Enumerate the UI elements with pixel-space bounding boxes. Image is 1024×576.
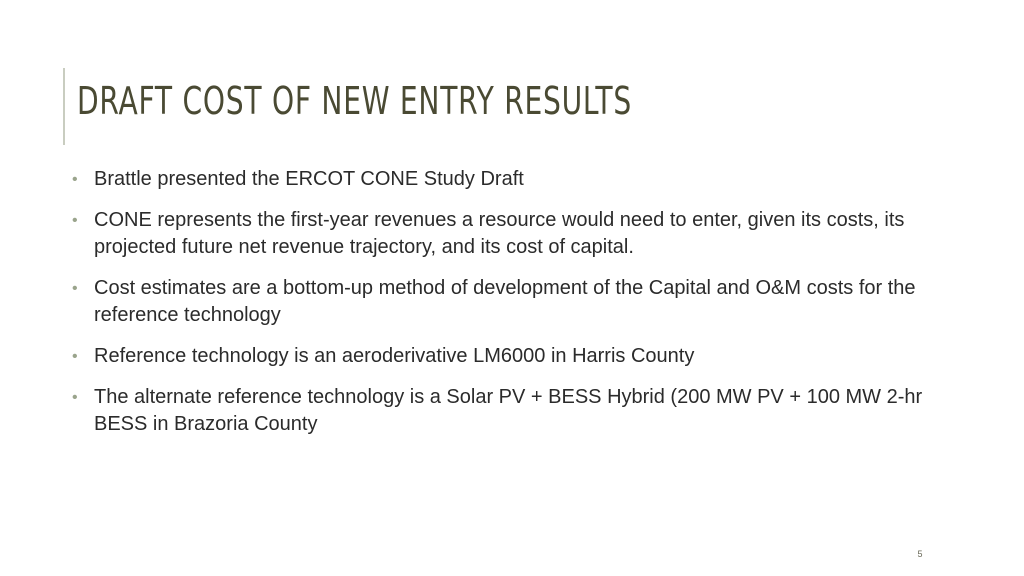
bullet-dot-icon: • bbox=[72, 171, 78, 188]
bullet-item bbox=[72, 384, 952, 438]
bullet-text: The alternate reference technology is a Solar PV + BESS Hybrid (200 MW PV + 100 MW 2-hr BESS in Brazoria County bbox=[94, 386, 923, 435]
bullet-list bbox=[72, 166, 952, 452]
slide-title: DRAFT COST OF NEW ENTRY RESULTS bbox=[77, 79, 632, 123]
bullet-text: Cost estimates are a bottom-up method of development of the Capital and O&M costs for the reference technology bbox=[94, 277, 916, 326]
bullet-text: Reference technology is an aeroderivative LM6000 in Harris County bbox=[94, 345, 695, 367]
bullet-text: CONE represents the first-year revenues a resource would need to enter, given its costs, its projected future net revenue trajectory, and its cost of capital. bbox=[94, 209, 905, 258]
bullet-dot-icon: • bbox=[72, 212, 78, 229]
bullet-item bbox=[72, 343, 952, 370]
bullet-item bbox=[72, 207, 952, 261]
page-number: 5 bbox=[917, 549, 923, 559]
title-accent-rule bbox=[63, 68, 65, 145]
bullet-item bbox=[72, 166, 952, 193]
bullet-item bbox=[72, 275, 952, 329]
bullet-dot-icon: • bbox=[72, 280, 78, 297]
bullet-dot-icon: • bbox=[72, 389, 78, 406]
bullet-dot-icon: • bbox=[72, 348, 78, 365]
bullet-text: Brattle presented the ERCOT CONE Study Draft bbox=[94, 168, 524, 190]
